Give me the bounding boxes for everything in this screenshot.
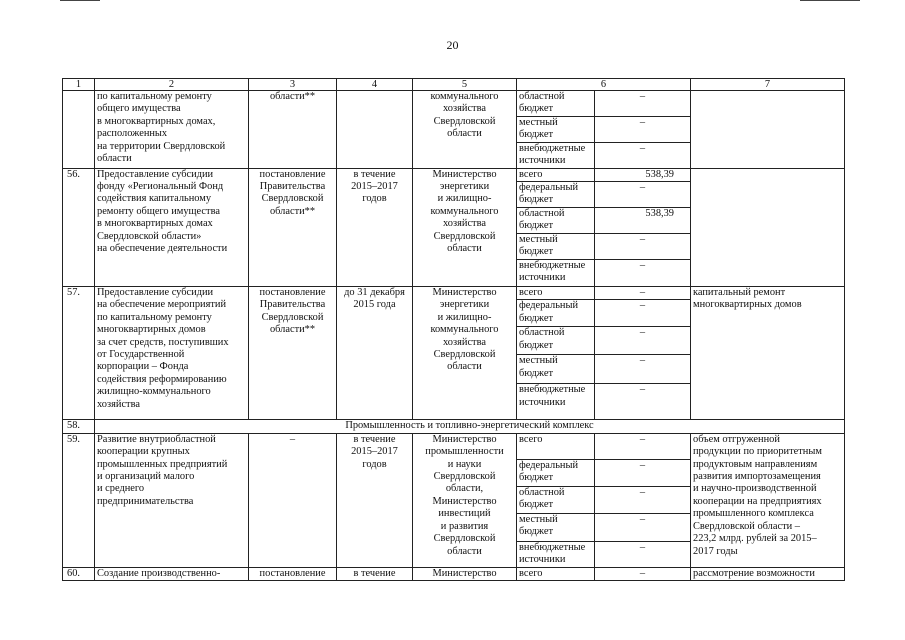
table-row bbox=[63, 433, 845, 459]
measure-name: Создание производственно- bbox=[95, 567, 249, 580]
page-number: 20 bbox=[446, 38, 459, 52]
result-cell: рассмотрение возможности bbox=[691, 567, 845, 580]
executor-cell: Министерство энергетики и жилищно- коммунального хозяйства Свердловской области bbox=[413, 287, 517, 420]
source-value: – bbox=[595, 91, 691, 117]
row-number: 58. bbox=[63, 420, 95, 433]
source-value: – bbox=[595, 182, 691, 208]
plan-table bbox=[62, 78, 845, 581]
source-value: – bbox=[595, 234, 691, 260]
result-cell: объем отгруженной продукции по приоритетным продуктовым направлениям развития импортозамещения и научно-производственной кооперации на предприятиях промышленного комплекса Свердловской области – 223,2 млрд. рублей за 2015– 2017 годы bbox=[691, 433, 845, 567]
result-cell: капитальный ремонт многоквартирных домов bbox=[691, 287, 845, 420]
source-label: федеральный бюджет bbox=[517, 300, 595, 327]
term-cell bbox=[337, 91, 413, 169]
term-cell: в течение 2015–2017 годов bbox=[337, 168, 413, 286]
measure-name: Предоставление субсидии фонду «Региональный Фонд содействия капитальному ремонту общего имущества в многоквартирных домах Свердловской области» на обеспечение деятельности bbox=[95, 168, 249, 286]
header-cell: 1 bbox=[63, 79, 95, 91]
source-value: – bbox=[595, 300, 691, 327]
source-label: местный бюджет bbox=[517, 116, 595, 142]
measure-name: Развитие внутриобластной кооперации крупных промышленных предприятий и организаций малого и среднего предпринимательства bbox=[95, 433, 249, 567]
header-cell: 5 bbox=[413, 79, 517, 91]
source-label: внебюджетные источники bbox=[517, 384, 595, 420]
row-number: 59. bbox=[63, 433, 95, 567]
executor-cell: коммунального хозяйства Свердловской области bbox=[413, 91, 517, 169]
source-value: 538,39 bbox=[595, 208, 691, 234]
source-value: 538,39 bbox=[595, 168, 691, 181]
header-row bbox=[63, 79, 845, 91]
term-cell: до 31 декабря 2015 года bbox=[337, 287, 413, 420]
basis-cell: постановление bbox=[249, 567, 337, 580]
source-value: – bbox=[595, 567, 691, 580]
source-label: областной бюджет bbox=[517, 486, 595, 513]
header-cell: 6 bbox=[517, 79, 691, 91]
row-number: 60. bbox=[63, 567, 95, 580]
source-label: внебюджетные источники bbox=[517, 142, 595, 168]
measure-name: Предоставление субсидии на обеспечение мероприятий по капитальному ремонту многоквартирных домов за счет средств, поступивших от Государственной корпорации – Фонда содействия реформированию жилищно-коммунального хозяйства bbox=[95, 287, 249, 420]
source-label: внебюджетные источники bbox=[517, 260, 595, 287]
source-value: – bbox=[595, 384, 691, 420]
source-value: – bbox=[595, 260, 691, 287]
source-label: местный бюджет bbox=[517, 355, 595, 384]
executor-cell: Министерство промышленности и науки Свердловской области, Министерство инвестиций и развития Свердловской области bbox=[413, 433, 517, 567]
source-value: – bbox=[595, 486, 691, 513]
source-label: всего bbox=[517, 168, 595, 181]
executor-cell: Министерство bbox=[413, 567, 517, 580]
header-cell: 4 bbox=[337, 79, 413, 91]
header-cell: 3 bbox=[249, 79, 337, 91]
source-value: – bbox=[595, 433, 691, 459]
source-value: – bbox=[595, 541, 691, 567]
section-row bbox=[63, 420, 845, 433]
basis-cell: постановление Правительства Свердловской области** bbox=[249, 168, 337, 286]
source-label: внебюджетные источники bbox=[517, 541, 595, 567]
measure-name: по капитальному ремонту общего имущества в многоквартирных домах, расположенных на территории Свердловской области bbox=[95, 91, 249, 169]
source-label: областной бюджет bbox=[517, 327, 595, 355]
source-value: – bbox=[595, 142, 691, 168]
source-label: областной бюджет bbox=[517, 208, 595, 234]
row-number: 56. bbox=[63, 168, 95, 286]
header-cell: 2 bbox=[95, 79, 249, 91]
source-value: – bbox=[595, 287, 691, 300]
term-cell: в течение bbox=[337, 567, 413, 580]
source-label: местный бюджет bbox=[517, 234, 595, 260]
source-label: всего bbox=[517, 567, 595, 580]
table-row bbox=[63, 287, 845, 300]
top-rule-right bbox=[800, 0, 860, 1]
basis-cell: постановление Правительства Свердловской области** bbox=[249, 287, 337, 420]
table-row bbox=[63, 567, 845, 580]
source-label: местный бюджет bbox=[517, 513, 595, 541]
section-title: Промышленность и топливно-энергетический комплекс bbox=[95, 420, 845, 433]
term-cell: в течение 2015–2017 годов bbox=[337, 433, 413, 567]
source-label: федеральный бюджет bbox=[517, 459, 595, 486]
result-cell bbox=[691, 91, 845, 169]
num-cell bbox=[63, 91, 95, 169]
source-value: – bbox=[595, 459, 691, 486]
row-number: 57. bbox=[63, 287, 95, 420]
source-label: областной бюджет bbox=[517, 91, 595, 117]
top-rule-left bbox=[60, 0, 100, 1]
executor-cell: Министерство энергетики и жилищно- коммунального хозяйства Свердловской области bbox=[413, 168, 517, 286]
source-value: – bbox=[595, 355, 691, 384]
table-row bbox=[63, 91, 845, 117]
source-value: – bbox=[595, 513, 691, 541]
header-cell: 7 bbox=[691, 79, 845, 91]
table-row bbox=[63, 168, 845, 181]
source-label: федеральный бюджет bbox=[517, 182, 595, 208]
source-label: всего bbox=[517, 433, 595, 459]
source-label: всего bbox=[517, 287, 595, 300]
result-cell bbox=[691, 168, 845, 286]
basis-cell: – bbox=[249, 433, 337, 567]
source-value: – bbox=[595, 327, 691, 355]
basis-cell: области** bbox=[249, 91, 337, 169]
source-value: – bbox=[595, 116, 691, 142]
